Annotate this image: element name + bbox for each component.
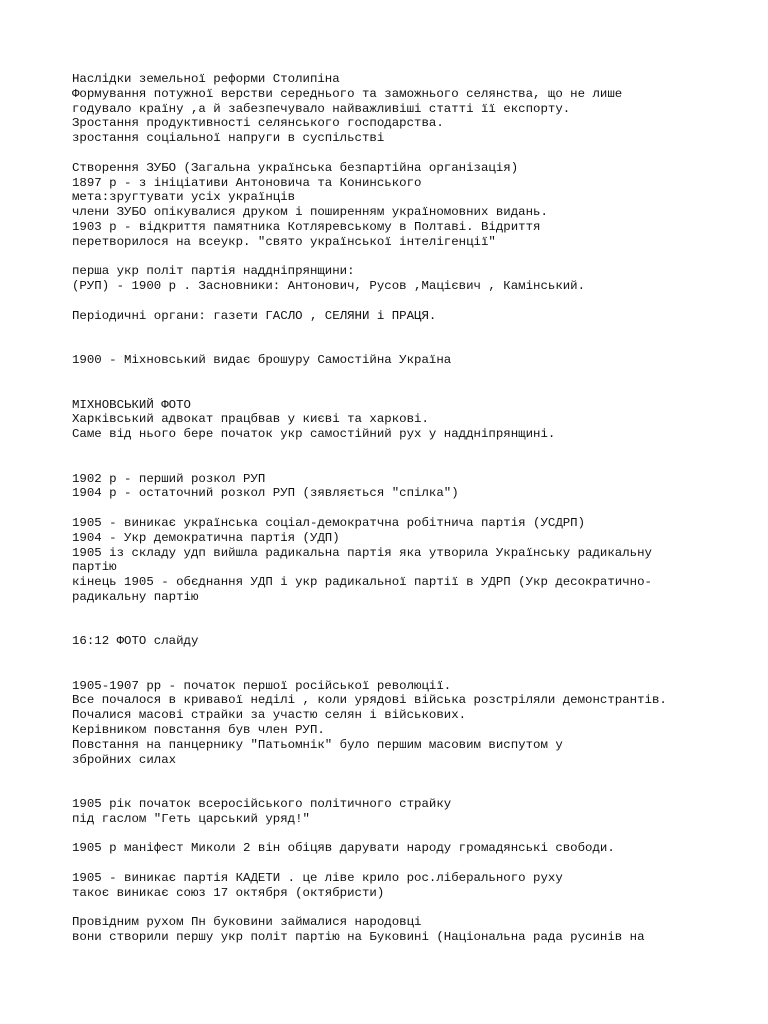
text-line: 1905 рік початок всеросійського політичного страйку xyxy=(72,797,452,812)
text-line: годувало країну ,а й забезпечувало найважливіші статті її експорту. xyxy=(72,101,571,116)
text-line: радикальну партію xyxy=(72,589,199,604)
text-line: 1905 р маніфест Миколи 2 він обіцяв дарувати народу громадянські свободи. xyxy=(72,841,615,856)
text-line: Формування потужної верстви середнього та заможнього селянства, що не лише xyxy=(72,86,623,101)
document-page-text xyxy=(72,72,752,945)
text-line: Періодичні органи: газети ГАСЛО , СЕЛЯНИ і ПРАЦЯ. xyxy=(72,308,437,323)
text-line: (РУП) - 1900 р . Засновники: Антонович, Русов ,Мацієвич , Камінський. xyxy=(72,279,586,294)
text-line: 1904 р - остаточний розкол РУП (зявляється "спілка") xyxy=(72,486,459,501)
text-line: перша укр політ партія наддніпрянщини: xyxy=(72,264,355,279)
text-line: члени ЗУБО опікувалися друком і поширенням україномовних видань. xyxy=(72,205,548,220)
text-line xyxy=(72,383,752,398)
text-line: 1905-1907 рр - початок першої російської революції. xyxy=(72,678,452,693)
text-line xyxy=(72,324,752,339)
text-line: Наслідки земельної реформи Столипіна xyxy=(72,72,340,86)
text-line: 1902 р - перший розкол РУП xyxy=(72,471,266,486)
text-line xyxy=(72,664,752,679)
text-line: під гаслом "Геть царський уряд!" xyxy=(72,811,310,826)
text-line: Провідним рухом Пн буковини займалися народовці xyxy=(72,915,422,930)
text-line xyxy=(72,457,752,472)
text-line: Все почалося в кривавої неділі , коли урядові війська розстріляли демонстрантів. xyxy=(72,693,667,708)
text-line xyxy=(72,619,752,634)
text-line xyxy=(72,827,752,842)
text-line xyxy=(72,146,752,161)
text-line xyxy=(72,294,752,309)
text-line: Харківський адвокат працбвав у києві та харкові. xyxy=(72,412,429,427)
text-line: мета:зругтувати усіх українців xyxy=(72,190,296,205)
text-line xyxy=(72,649,752,664)
text-line xyxy=(72,605,752,620)
text-line xyxy=(72,338,752,353)
text-line: Зростання продуктивності селянського господарства. xyxy=(72,116,444,131)
text-line: МІХНОВСЬКИЙ ФОТО xyxy=(72,397,191,412)
text-line xyxy=(72,250,752,265)
text-line: 1897 р - з ініціативи Антоновича та Конинського xyxy=(72,175,422,190)
text-line: вони створили першу укр політ партію на Буковині (Національна рада русинів на xyxy=(72,930,645,945)
text-line: 1905 із складу удп вийшла радикальна партія яка утворила Українську радикальну xyxy=(72,545,652,560)
text-line: 16:12 ФОТО слайду xyxy=(72,634,199,649)
text-line: 1904 - Укр демократична партія (УДП) xyxy=(72,530,340,545)
text-line: 1905 - виникає партія КАДЕТИ . це ліве крило рос.ліберального руху xyxy=(72,871,563,886)
text-line xyxy=(72,782,752,797)
text-line xyxy=(72,901,752,916)
text-line: Керівником повстання був член РУП. xyxy=(72,723,325,738)
text-line: 1900 - Міхновський видає брошуру Самостійна Україна xyxy=(72,353,452,368)
text-line: 1905 - виникає українська соціал-демократчна робітнича партія (УСДРП) xyxy=(72,515,586,530)
text-line: партію xyxy=(72,560,117,575)
text-line xyxy=(72,501,752,516)
text-line: зростання соціальної напруги в суспільстві xyxy=(72,131,385,146)
text-line xyxy=(72,767,752,782)
text-line: Почалися масові страйки за участю селян і військових. xyxy=(72,708,467,723)
text-line: перетворилося на всеукр. "свято української інтелігенції" xyxy=(72,234,496,249)
text-line: Саме від нього бере початок укр самостійний рух у наддніпрянщині. xyxy=(72,427,556,442)
text-line: Повстання на панцернику "Патьомнік" було першим масовим виспутом у xyxy=(72,737,563,752)
text-line: такоє виникає союз 17 октября (октябристи) xyxy=(72,885,385,900)
text-line: Створення ЗУБО (Загальна українська безпартійна організація) xyxy=(72,160,519,175)
text-line xyxy=(72,368,752,383)
text-line: кінець 1905 - обєднання УДП і укр радикальної партії в УДРП (Укр десократично- xyxy=(72,575,652,590)
text-line: 1903 р - відкриття памятника Котляревському в Полтаві. Відриття xyxy=(72,219,541,234)
text-line xyxy=(72,856,752,871)
text-line xyxy=(72,442,752,457)
text-line: збройних силах xyxy=(72,752,177,767)
